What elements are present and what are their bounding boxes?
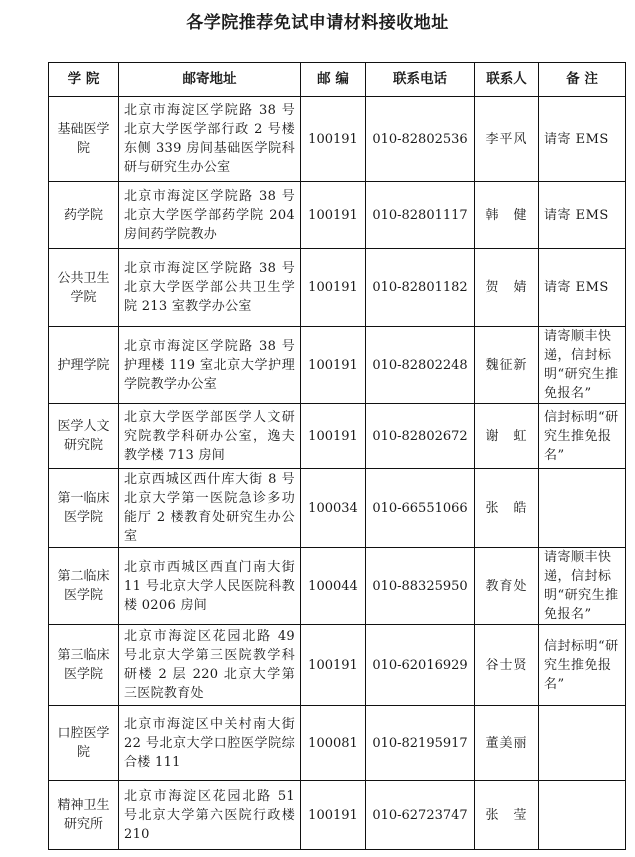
note-cell (539, 469, 626, 548)
table-row (49, 548, 626, 625)
zip-cell: 100191 (301, 182, 366, 249)
address-cell: 北京市西城区西直门南大街 11 号北京大学人民医院科教楼 0206 房间 (119, 548, 301, 625)
college-cell: 医学人文研究院 (49, 404, 119, 469)
header-phone: 联系电话 (366, 63, 475, 97)
address-cell: 北京市海淀区学院路 38 号护理楼 119 室北京大学护理学院教学办公室 (119, 327, 301, 404)
college-cell: 口腔医学院 (49, 706, 119, 781)
contact-cell: 贺 婧 (475, 249, 539, 327)
header-note: 备 注 (539, 63, 626, 97)
college-cell: 护理学院 (49, 327, 119, 404)
college-cell: 第一临床医学院 (49, 469, 119, 548)
scan-artifact (466, 830, 624, 832)
college-cell: 基础医学院 (49, 97, 119, 182)
phone-cell: 010-66551066 (366, 469, 475, 548)
table-row (49, 469, 626, 548)
contact-cell: 张 皓 (475, 469, 539, 548)
contact-cell: 魏征新 (475, 327, 539, 404)
table-row (49, 625, 626, 706)
address-cell: 北京市海淀区中关村南大街 22 号北京大学口腔医学院综合楼 111 (119, 706, 301, 781)
address-cell: 北京大学医学部医学人文研究院教学科研办公室，逸夫教学楼 713 房间 (119, 404, 301, 469)
contact-cell: 谢 虹 (475, 404, 539, 469)
address-cell: 北京市海淀区花园北路 51 号北京大学第六医院行政楼 210 (119, 781, 301, 850)
page-title: 各学院推荐免试申请材料接收地址 (186, 13, 449, 33)
address-cell: 北京市海淀区花园北路 49 号北京大学第三医院教学科研楼 2 层 220 北京大学第三医院教育处 (119, 625, 301, 706)
zip-cell: 100191 (301, 781, 366, 850)
table-row (49, 182, 626, 249)
table-row (49, 404, 626, 469)
note-cell: 信封标明“研究生推免报名” (539, 404, 626, 469)
contact-cell: 张 莹 (475, 781, 539, 850)
table-row (49, 97, 626, 182)
phone-cell: 010-82802536 (366, 97, 475, 182)
table-row (49, 706, 626, 781)
table-row (49, 249, 626, 327)
zip-cell: 100191 (301, 97, 366, 182)
note-cell (539, 706, 626, 781)
table-row (49, 327, 626, 404)
college-cell: 第二临床医学院 (49, 548, 119, 625)
note-cell: 信封标明“研究生推免报名” (539, 625, 626, 706)
note-cell (539, 781, 626, 850)
zip-cell: 100044 (301, 548, 366, 625)
zip-cell: 100081 (301, 706, 366, 781)
address-cell: 北京市海淀区学院路 38 号北京大学医学部药学院 204 房间药学院教办 (119, 182, 301, 249)
phone-cell: 010-82802248 (366, 327, 475, 404)
table-row (49, 781, 626, 850)
college-cell: 精神卫生研究所 (49, 781, 119, 850)
header-zip: 邮 编 (301, 63, 366, 97)
note-cell: 请寄 EMS (539, 97, 626, 182)
zip-cell: 100191 (301, 327, 366, 404)
zip-cell: 100191 (301, 625, 366, 706)
address-cell: 北京西城区西什库大街 8 号北京大学第一医院急诊多功能厅 2 楼教育处研究生办公室 (119, 469, 301, 548)
phone-cell: 010-82801117 (366, 182, 475, 249)
phone-cell: 010-88325950 (366, 548, 475, 625)
contact-cell: 董美丽 (475, 706, 539, 781)
address-cell: 北京市海淀区学院路 38 号北京大学医学部行政 2 号楼东侧 339 房间基础医学院科研与研究生办公室 (119, 97, 301, 182)
college-cell: 公共卫生学院 (49, 249, 119, 327)
phone-cell: 010-62016929 (366, 625, 475, 706)
note-cell: 请寄 EMS (539, 182, 626, 249)
college-cell: 药学院 (49, 182, 119, 249)
phone-cell: 010-82195917 (366, 706, 475, 781)
phone-cell: 010-62723747 (366, 781, 475, 850)
address-cell: 北京市海淀区学院路 38 号北京大学医学部公共卫生学院 213 室教学办公室 (119, 249, 301, 327)
note-cell: 请寄顺丰快递，信封标明“研究生推免报名” (539, 548, 626, 625)
header-address: 邮寄地址 (119, 63, 301, 97)
note-cell: 请寄顺丰快递，信封标明“研究生推免报名” (539, 327, 626, 404)
contact-cell: 李平风 (475, 97, 539, 182)
header-contact: 联系人 (475, 63, 539, 97)
contact-cell: 教育处 (475, 548, 539, 625)
address-table (48, 62, 626, 850)
header-college: 学 院 (49, 63, 119, 97)
college-cell: 第三临床医学院 (49, 625, 119, 706)
table-header-row (49, 63, 626, 97)
contact-cell: 韩 健 (475, 182, 539, 249)
contact-cell: 谷士贤 (475, 625, 539, 706)
phone-cell: 010-82802672 (366, 404, 475, 469)
zip-cell: 100034 (301, 469, 366, 548)
note-cell: 请寄 EMS (539, 249, 626, 327)
zip-cell: 100191 (301, 249, 366, 327)
phone-cell: 010-82801182 (366, 249, 475, 327)
zip-cell: 100191 (301, 404, 366, 469)
